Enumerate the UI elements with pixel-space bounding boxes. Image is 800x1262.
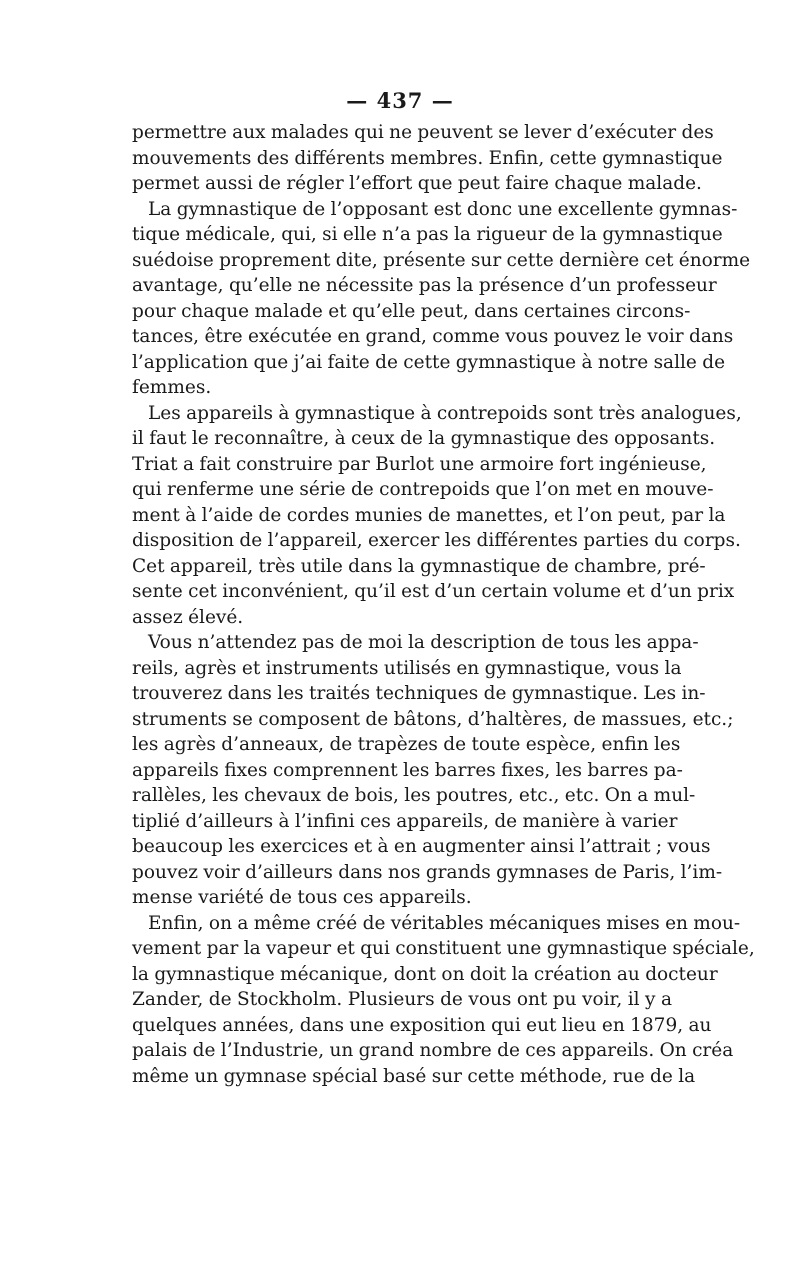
text-line: tances, être exécutée en grand, comme vous pouvez le voir dans	[132, 326, 734, 347]
text-line: Enfin, on a même créé de véritables mécaniques mises en mou-	[148, 912, 741, 934]
text-line: quelques années, dans une exposition qui eut lieu en 1879, au	[132, 1014, 712, 1036]
text-line: pour chaque malade et qu’elle peut, dans certaines circons-	[132, 300, 691, 322]
text-line: avantage, qu’elle ne nécessite pas la présence d’un professeur	[132, 275, 717, 296]
text-line: permettre aux malades qui ne peuvent se lever d’exécuter des	[132, 122, 714, 143]
text-line: sente cet inconvénient, qu’il est d’un certain volume et d’un prix	[132, 581, 735, 602]
text-line: la gymnastique mécanique, dont on doit la création au docteur	[132, 963, 718, 985]
text-line: assez élevé.	[132, 606, 244, 628]
text-line: mouvements des différents membres. Enfin, cette gymnastique	[132, 147, 723, 169]
text-line: vement par la vapeur et qui constituent une gymnastique spéciale,	[132, 938, 755, 959]
text-line: disposition de l’appareil, exercer les différentes parties du corps.	[132, 530, 741, 551]
text-line: les agrès d’anneaux, de trapèzes de toute espèce, enfin les	[132, 734, 681, 755]
text-line: l’application que j’ai faite de cette gymnastique à notre salle de	[132, 351, 726, 373]
text-line: Triat a fait construire par Burlot une armoire fort ingénieuse,	[132, 453, 707, 475]
text-line: palais de l’Industrie, un grand nombre de ces appareils. On créa	[132, 1040, 734, 1061]
text-line: suédoise proprement dite, présente sur cette dernière cet énorme	[132, 249, 751, 271]
text-line: permet aussi de régler l’effort que peut faire chaque malade.	[132, 173, 702, 194]
text-line: beaucoup les exercices et à en augmenter ainsi l’attrait ; vous	[132, 836, 711, 857]
text-line: Zander, de Stockholm. Plusieurs de vous ont pu voir, il y a	[132, 989, 672, 1010]
text-line: même un gymnase spécial basé sur cette méthode, rue de la	[132, 1065, 696, 1087]
text-line: il faut le reconnaître, à ceux de la gymnastique des opposants.	[132, 428, 716, 449]
text-line: rallèles, les chevaux de bois, les poutres, etc., etc. On a mul-	[132, 785, 696, 806]
body-text	[132, 120, 755, 1089]
page-number: — 437 —	[346, 88, 454, 113]
text-line: femmes.	[132, 377, 212, 398]
text-line: reils, agrès et instruments utilisés en gymnastique, vous la	[132, 657, 682, 679]
text-line: Cet appareil, très utile dans la gymnastique de chambre, pré-	[132, 555, 706, 577]
text-line: appareils fixes comprennent les barres fixes, les barres pa-	[132, 759, 683, 781]
text-line: tiplié d’ailleurs à l’infini ces appareils, de manière à varier	[132, 810, 678, 832]
text-line: trouverez dans les traités techniques de gymnastique. Les in-	[132, 683, 706, 704]
text-line: Les appareils à gymnastique à contrepoids sont très analogues,	[148, 402, 742, 424]
text-line: struments se composent de bâtons, d’haltères, de massues, etc.;	[132, 708, 734, 730]
text-line: qui renferme une série de contrepoids que l’on met en mouve-	[132, 479, 714, 500]
text-line: tique médicale, qui, si elle n’a pas la rigueur de la gymnastique	[132, 224, 723, 245]
text-line: Vous n’attendez pas de moi la description de tous les appa-	[148, 632, 699, 653]
text-line: pouvez voir d’ailleurs dans nos grands gymnases de Paris, l’im-	[132, 861, 723, 883]
text-line: mense variété de tous ces appareils.	[132, 887, 472, 908]
text-line: La gymnastique de l’opposant est donc une excellente gymnas-	[148, 198, 738, 220]
text-line: ment à l’aide de cordes munies de manettes, et l’on peut, par la	[132, 504, 726, 526]
